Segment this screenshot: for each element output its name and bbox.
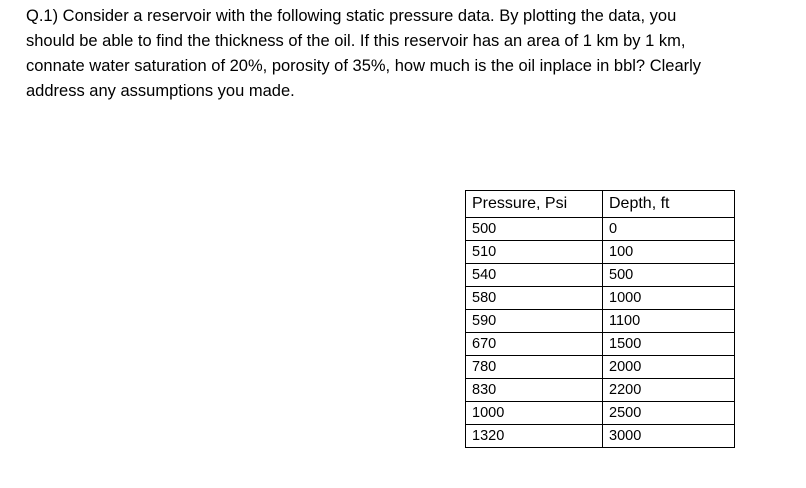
pressure-cell: 590 [466,310,603,333]
depth-cell: 1100 [603,310,735,333]
pressure-cell: 1320 [466,425,603,448]
depth-cell: 2200 [603,379,735,402]
depth-cell: 500 [603,264,735,287]
question-line: Q.1) Consider a reservoir with the following static pressure data. By plotting the data, you [26,7,677,25]
question-line: should be able to find the thickness of the oil. If this reservoir has an area of 1 km by 1 km, [26,32,686,50]
pressure-cell: 830 [466,379,603,402]
pressure-cell: 500 [466,218,603,241]
table-row [466,218,735,241]
question-line: connate water saturation of 20%, porosity of 35%, how much is the oil inplace in bbl? Clearly [26,57,702,75]
table-row [466,310,735,333]
table-row [466,264,735,287]
pressure-cell: 540 [466,264,603,287]
question-text [26,4,802,104]
depth-cell: 0 [603,218,735,241]
table-row [466,333,735,356]
table-row [466,379,735,402]
depth-cell: 1000 [603,287,735,310]
table-header-row [466,191,735,218]
pressure-cell: 670 [466,333,603,356]
table-row [466,241,735,264]
pressure-cell: 580 [466,287,603,310]
pressure-depth-table [465,190,735,448]
question-line: address any assumptions you made. [26,82,295,100]
depth-cell: 3000 [603,425,735,448]
table-row [466,356,735,379]
pressure-cell: 1000 [466,402,603,425]
depth-cell: 2500 [603,402,735,425]
depth-cell: 100 [603,241,735,264]
pressure-cell: 510 [466,241,603,264]
depth-cell: 1500 [603,333,735,356]
pressure-cell: 780 [466,356,603,379]
table-row [466,287,735,310]
table-row [466,402,735,425]
table-row [466,425,735,448]
pressure-column-header: Pressure, Psi [466,191,603,218]
depth-column-header: Depth, ft [603,191,735,218]
depth-cell: 2000 [603,356,735,379]
